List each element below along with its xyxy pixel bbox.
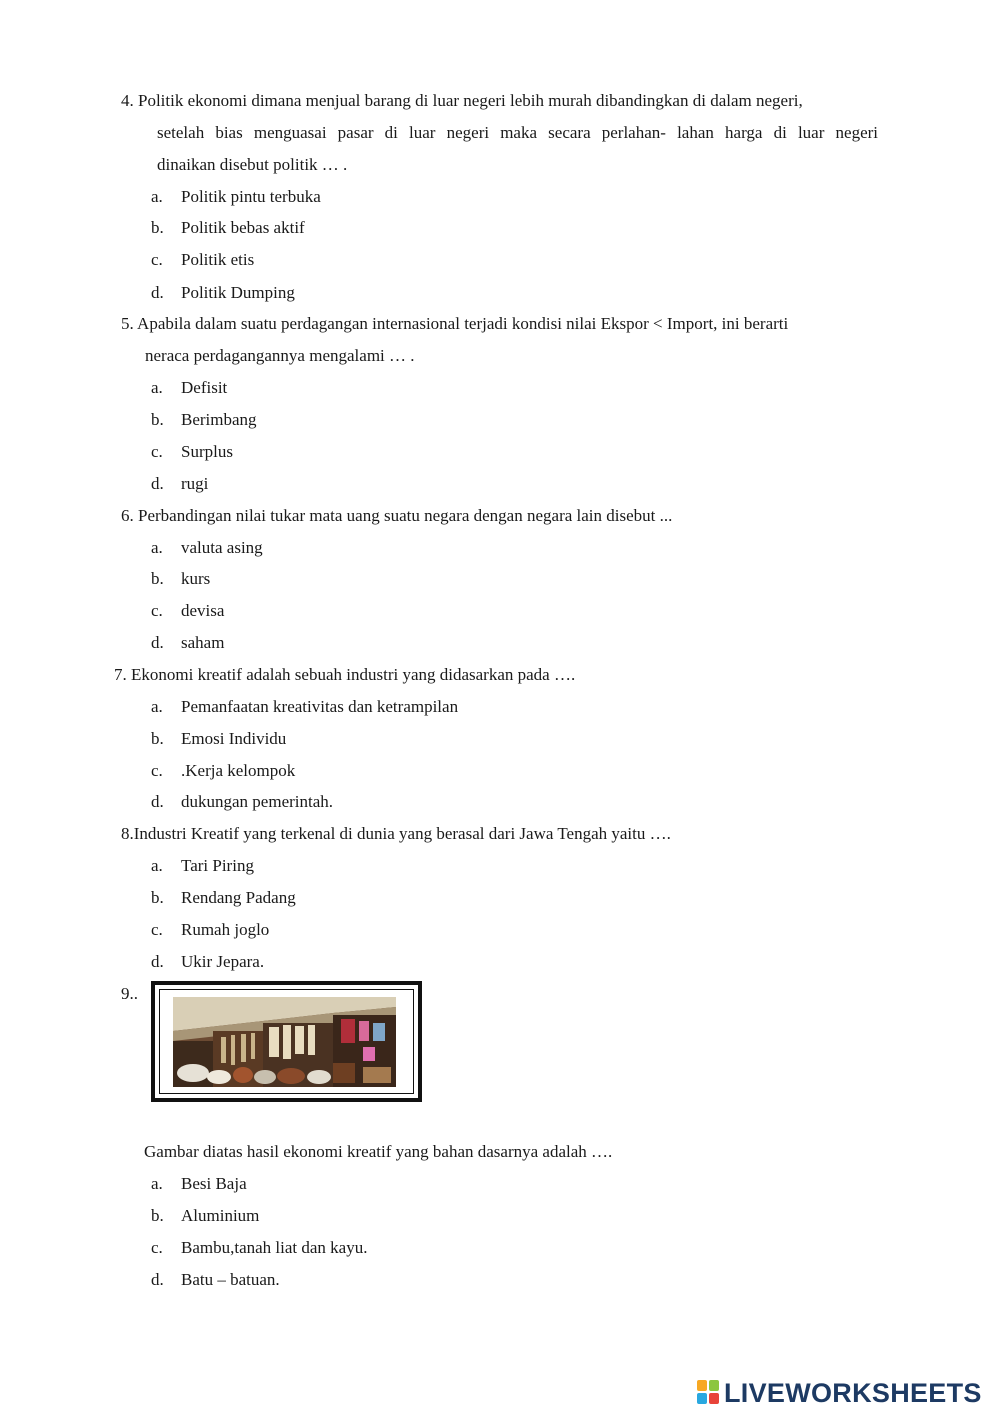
option-text: rugi [181, 474, 209, 493]
q7-stem-line1: 7. Ekonomi kreatif adalah sebuah industri yang didasarkan pada …. [114, 665, 576, 684]
option-text: Rumah joglo [181, 920, 270, 939]
option-letter: c. [151, 442, 163, 461]
option-letter: c. [151, 601, 163, 620]
option-letter: a. [151, 538, 163, 557]
option-text: saham [181, 633, 225, 652]
option-text: Pemanfaatan kreativitas dan ketrampilan [181, 697, 459, 716]
option-text: devisa [181, 601, 225, 620]
q4-stem-line1: 4. Politik ekonomi dimana menjual barang di luar negeri lebih murah dibandingkan di dalam negeri, [121, 91, 803, 110]
option-letter: b. [151, 410, 164, 429]
q8-stem-line1: 8.Industri Kreatif yang terkenal di dunia yang berasal dari Jawa Tengah yaitu …. [121, 824, 671, 843]
option-letter: b. [151, 569, 164, 588]
option-letter: d. [151, 1270, 164, 1289]
option-letter: d. [151, 792, 164, 811]
option-text: valuta asing [181, 538, 263, 557]
option-letter: c. [151, 761, 163, 780]
liveworksheets-mark-icon [697, 1380, 721, 1406]
option-text: Aluminium [181, 1206, 260, 1225]
option-text: Politik Dumping [181, 283, 295, 302]
option-letter: a. [151, 1174, 163, 1193]
option-text: Besi Baja [181, 1174, 247, 1193]
craft-market-photo [173, 997, 396, 1087]
option-letter: d. [151, 633, 164, 652]
option-text: dukungan pemerintah. [181, 792, 334, 811]
option-letter: b. [151, 1206, 164, 1225]
option-letter: a. [151, 856, 163, 875]
option-text: Politik etis [181, 250, 255, 269]
option-text: Surplus [181, 442, 233, 461]
option-letter: b. [151, 888, 164, 907]
option-letter: c. [151, 920, 163, 939]
q4-stem-line2: setelah bias menguasai pasar di luar negeri maka secara perlahan- lahan harga di luar negeri [157, 123, 878, 142]
option-letter: b. [151, 218, 164, 237]
option-letter: d. [151, 283, 164, 302]
option-text: .Kerja kelompok [181, 761, 296, 780]
option-text: Emosi Individu [181, 729, 287, 748]
option-text: Bambu,tanah liat dan kayu. [181, 1238, 368, 1257]
option-text: Ukir Jepara. [181, 952, 265, 971]
option-letter: c. [151, 250, 163, 269]
option-letter: a. [151, 378, 163, 397]
option-letter: a. [151, 697, 163, 716]
q4-stem-line3: dinaikan disebut politik … . [157, 155, 348, 174]
option-letter: c. [151, 1238, 163, 1257]
q5-stem-line2: neraca perdagangannya mengalami … . [145, 346, 415, 365]
option-text: Tari Piring [181, 856, 254, 875]
q6-stem-line1: 6. Perbandingan nilai tukar mata uang suatu negara dengan negara lain disebut ... [121, 506, 673, 525]
option-letter: a. [151, 187, 163, 206]
option-text: kurs [181, 569, 211, 588]
option-text: Politik pintu terbuka [181, 187, 321, 206]
option-text: Batu – batuan. [181, 1270, 280, 1289]
q5-stem-line1: 5. Apabila dalam suatu perdagangan internasional terjadi kondisi nilai Ekspor < Import, ini berarti [121, 314, 789, 333]
option-letter: d. [151, 474, 164, 493]
q9-number: 9.. [121, 984, 138, 1003]
liveworksheets-logo[interactable] [697, 1377, 982, 1409]
q9-stem-line1: Gambar diatas hasil ekonomi kreatif yang bahan dasarnya adalah …. [144, 1142, 613, 1161]
option-text: Defisit [181, 378, 228, 397]
option-letter: d. [151, 952, 164, 971]
option-text: Rendang Padang [181, 888, 296, 907]
craft-market-illustration [173, 997, 396, 1087]
option-text: Politik bebas aktif [181, 218, 305, 237]
market-photo-frame [151, 981, 422, 1102]
option-letter: b. [151, 729, 164, 748]
option-text: Berimbang [181, 410, 257, 429]
brand-name: LIVEWORKSHEETS [724, 1377, 982, 1408]
